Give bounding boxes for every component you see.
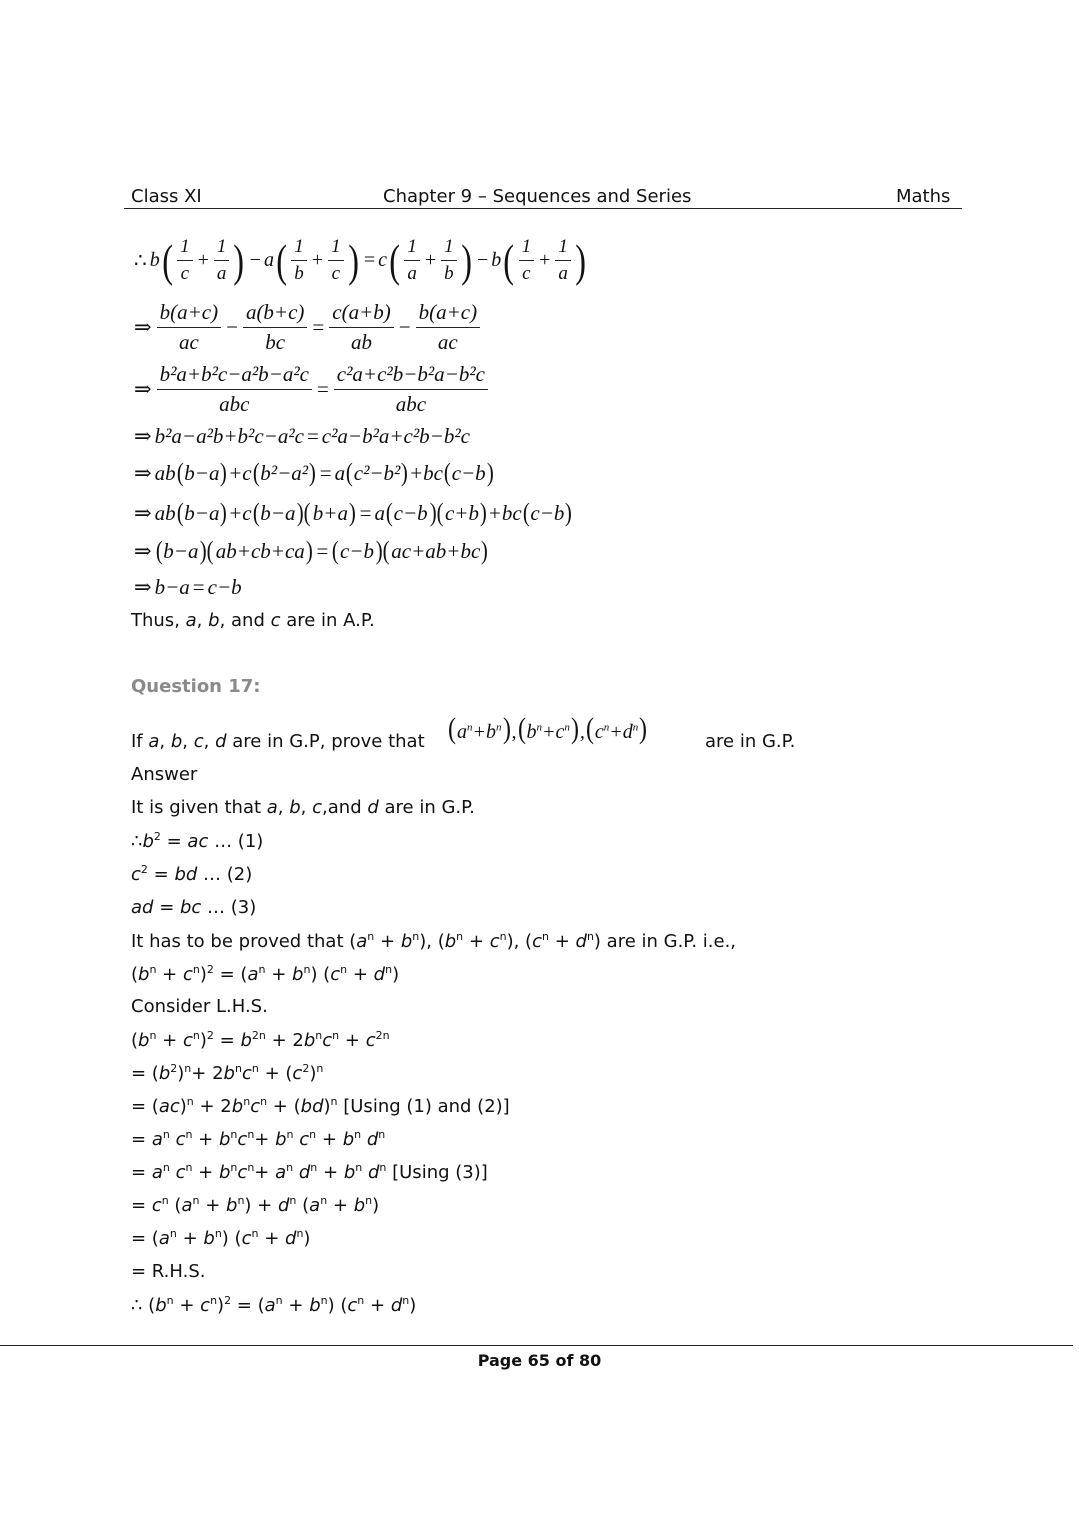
answer-line-1: It is given that a, b, c,and d are in G.P. (131, 797, 475, 818)
answer-line-4: ad = bc … (3) (131, 897, 257, 918)
answer-line-14: = $(a^n + b^n) (c^n + d^n)$ (131, 1227, 311, 1249)
answer-line-12: = $a^n$ $c^n + b^nc^n+ a^n$ $d^n + b^n$ $d^n$ [Using (3)] (131, 1161, 488, 1183)
math-line-2: ⇒ $\frac{b(a+c)}{ac}$ − $\frac{a(b+c)}{bc}$ = $\frac{c(a+b)}{ab}$ − $\frac{b(a+c)}{ac}$ (131, 300, 482, 355)
footer-divider (0, 1345, 1073, 1346)
header-divider (124, 208, 962, 209)
header-subject: Maths (896, 186, 951, 207)
question-statement-start: If a, b, c, d are in G.P, prove that (131, 731, 425, 752)
answer-line-10: = $(ac)^n + 2b^nc^n + (bd)^n$ [Using (1) and (2)] (131, 1095, 510, 1117)
question-statement-end: are in G.P. (705, 731, 796, 752)
math-line-3: ⇒ $\frac{\text{b²a+b²c−a²b−a²c}}{\text{abc}}$ = $\frac{\text{c²a+c²b−b²a−b²c}}{\text{abc}}$ (131, 362, 490, 417)
math-line-8: ⇒ b−a = c−b (134, 575, 242, 599)
answer-line-5: It has to be proved that $(a^n + b^n)$, $(b^n + c^n)$, $(c^n + d^n)$ are in G.P. i.e., (131, 930, 737, 952)
answer-line-16: ∴ $(b^n + c^n)^2 = (a^n + b^n) (c^n + d^n)$ (131, 1294, 417, 1316)
question-title: Question 17: (131, 676, 261, 697)
answer-line-2: $\therefore b^2$ = ac … (1) (131, 830, 264, 852)
answer-line-6: $(b^n + c^n)^2 = (a^n + b^n) (c^n + d^n)$ (131, 963, 400, 985)
question-expression: $(a^n+b^n),(b^n+c^n),(c^n+d^n)$ (448, 712, 648, 745)
conclusion-text: Thus, a, b, and c are in A.P. (131, 610, 375, 631)
math-line-6: ⇒ ab ( b−a ) +c ( b−a )( b+a ) = a ( c−b )( c+b ) +bc ( c−b ) (134, 498, 573, 527)
math-line-4: ⇒ b²a−a²b+b²c−a²c = c²a−b²a+c²b−b²c (134, 424, 470, 448)
answer-line-11: = $a^n$ $c^n + b^nc^n+ b^n$ $c^n + b^n$ $d^n$ (131, 1128, 386, 1150)
answer-line-3: $c^2$ = bd … (2) (131, 863, 253, 885)
page-number: Page 65 of 80 (477, 1351, 602, 1370)
math-line-7: ⇒ ( b−a )( ab+cb+ca ) = ( c−b )( ac+ab+bc ) (134, 536, 489, 565)
answer-line-7: Consider L.H.S. (131, 996, 268, 1017)
answer-label: Answer (131, 764, 198, 785)
math-line-1: ∴ b ( $\frac{1}{c}$ + $\frac{1}{a}$ ) − a ( $\frac{1}{b}$ + $\frac{1}{c}$ ) = c ( $\frac{1}{a}$ + $\frac{1}{b}$ ) − b ( $\frac{1}{c}$ + $\frac{1}{a}$ ) (134, 234, 586, 286)
answer-line-13: = $c^n$ $(a^n + b^n) + d^n$ $(a^n + b^n)$ (131, 1194, 380, 1216)
header-chapter: Chapter 9 – Sequences and Series (383, 186, 692, 207)
answer-line-15: = R.H.S. (131, 1261, 206, 1282)
math-line-5: ⇒ ab ( b−a ) +c ( b²−a² ) = a ( c²−b² ) +bc ( c−b ) (134, 458, 494, 487)
answer-line-9: = $(b^2)^n+ 2b^nc^n + (c^2)^n$ (131, 1062, 324, 1084)
answer-line-8: $(b^n + c^n)^2 = b^{2n} + 2b^nc^n + c^{2n}$ (131, 1029, 390, 1051)
header-class: Class XI (131, 186, 202, 207)
